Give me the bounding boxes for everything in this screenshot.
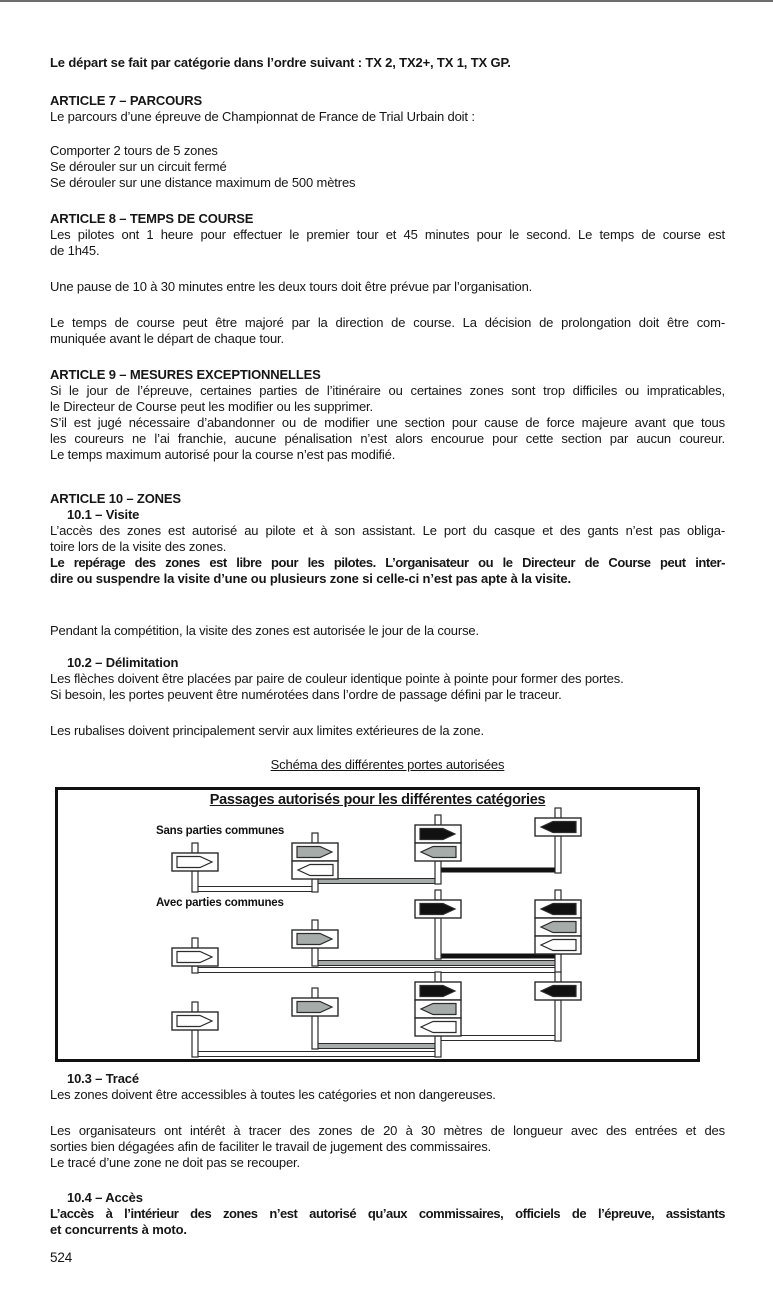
text-line: Le parcours d’une épreuve de Championnat de France de Trial Urbain doit : [50, 109, 475, 124]
text-line: le Directeur de Course peut les modifier ou les supprimer. [50, 399, 373, 414]
gate-post [415, 890, 461, 959]
course-line-white [195, 968, 558, 973]
gate-post [292, 988, 338, 1049]
text-line: Le temps maximum autorisé pour la course n’est pas modifié. [50, 447, 396, 462]
text-line: Les organisateurs ont intérêt à tracer des zones de 20 à 30 mètres de longueur avec des entrées et des [50, 1123, 725, 1138]
text-line: Les rubalises doivent principalement servir aux limites extérieures de la zone. [50, 723, 484, 738]
section-10-3-heading: 10.3 – Tracé [67, 1071, 139, 1086]
section-10-1-p2 [50, 623, 725, 639]
gate-post [535, 808, 581, 873]
text-line: Le temps de course peut être majoré par la direction de course. La décision de prolongation doit être com- [50, 315, 725, 330]
text-line: Les zones doivent être accessibles à toutes les catégories et non dangereuses. [50, 1087, 496, 1102]
course-line-gray [315, 961, 558, 966]
text-line: Si le jour de l’épreuve, certaines parties de l’itinéraire ou certaines zones sont trop difficiles ou impraticables, [50, 383, 725, 398]
article-8-p3 [50, 315, 725, 347]
article-8-heading: ARTICLE 8 – TEMPS DE COURSE [50, 211, 254, 226]
article-9-body [50, 383, 725, 463]
text-line: dire ou suspendre la visite d’une ou plusieurs zone si celle-ci n’est pas apte à la visite. [50, 571, 571, 586]
section-10-4-heading: 10.4 – Accès [67, 1190, 143, 1205]
text-line: Si besoin, les portes peuvent être numérotées dans l’ordre de passage défini par le traceur. [50, 687, 562, 702]
text-line: muniquée avant le départ de chaque tour. [50, 331, 284, 346]
course-line-black [438, 868, 558, 873]
course-line-white [195, 1052, 438, 1057]
text-line: les coureurs ne l’ai franchie, aucune pénalisation n’est alors encourue pour cette section par aucun coureur. [50, 431, 725, 446]
intro-paragraph [50, 55, 725, 71]
gate-post [172, 843, 218, 892]
text-line: Les flèches doivent être placées par paire de couleur identique pointe à pointe pour former des portes. [50, 671, 624, 686]
text-line: Le départ se fait par catégorie dans l’ordre suivant : TX 2, TX2+, TX 1, TX GP. [50, 55, 511, 70]
section-10-2-p2 [50, 723, 725, 739]
diagram-caption [50, 757, 725, 773]
article-8-p2 [50, 279, 725, 295]
text-line: L’accès des zones est autorisé au pilote et à son assistant. Le port du casque et des gants n’est pas obliga- [50, 523, 725, 538]
list-item: Se dérouler sur une distance maximum de 500 mètres [50, 175, 356, 190]
article-9-heading: ARTICLE 9 – MESURES EXCEPTIONNELLES [50, 367, 321, 382]
gates-diagram-frame [55, 787, 700, 1062]
text-line: Le repérage des zones est libre pour les pilotes. L’organisateur ou le Directeur de Course peut inter- [50, 555, 725, 570]
diagram-caption-text: Schéma des différentes portes autorisées [270, 757, 505, 772]
page-number: 524 [50, 1250, 73, 1265]
article-7-intro [50, 109, 725, 125]
course-line-white [195, 887, 315, 892]
section-10-4-bold [50, 1206, 725, 1238]
gate-post [415, 815, 461, 884]
text-line: toire lors de la visite des zones. [50, 539, 227, 554]
text-line: Pendant la compétition, la visite des zones est autorisée le jour de la course. [50, 623, 479, 638]
text-line: L’accès à l’intérieur des zones n’est autorisé qu’aux commissaires, officiels de l’épreuve, assistants [50, 1206, 725, 1221]
list-item: Comporter 2 tours de 5 zones [50, 143, 218, 158]
diagram-title-text: Passages autorisés pour les différentes catégories [209, 792, 546, 808]
article-8-p1 [50, 227, 725, 259]
gate-post [292, 920, 338, 966]
diagram-group-label: Avec parties communes [156, 897, 284, 909]
text-line: sorties bien dégagées afin de faciliter le travail de jugement des commissaires. [50, 1139, 492, 1154]
article-7-heading: ARTICLE 7 – PARCOURS [50, 93, 203, 108]
section-10-1-bold [50, 555, 725, 587]
section-10-2-heading: 10.2 – Délimitation [67, 655, 179, 670]
article-10-heading: ARTICLE 10 – ZONES [50, 491, 181, 506]
scan-edge-artifact [0, 0, 773, 2]
diagram-group-label: Sans parties communes [156, 825, 285, 837]
gates-diagram [58, 790, 697, 1059]
section-10-2-p1 [50, 671, 725, 703]
text-line: S’il est jugé nécessaire d’abandonner ou de modifier une section pour cause de force majeure avant que tous [50, 415, 725, 430]
section-10-1-p1 [50, 523, 725, 555]
gate-post [535, 972, 581, 1041]
section-10-1-heading: 10.1 – Visite [67, 507, 140, 522]
text-line: de 1h45. [50, 243, 100, 258]
list-item: Se dérouler sur un circuit fermé [50, 159, 227, 174]
article-7-list [50, 143, 725, 191]
course-line-gray [315, 1044, 438, 1049]
text-line: et concurrents à moto. [50, 1222, 187, 1237]
text-line: Les pilotes ont 1 heure pour effectuer le premier tour et 45 minutes pour le second. Le temps de course est [50, 227, 725, 242]
section-10-3-p2 [50, 1123, 725, 1171]
text-line: Une pause de 10 à 30 minutes entre les deux tours doit être prévue par l’organisation. [50, 279, 533, 294]
gate-post [172, 1002, 218, 1057]
text-line: Le tracé d’une zone ne doit pas se recouper. [50, 1155, 300, 1170]
section-10-3-p1 [50, 1087, 725, 1103]
